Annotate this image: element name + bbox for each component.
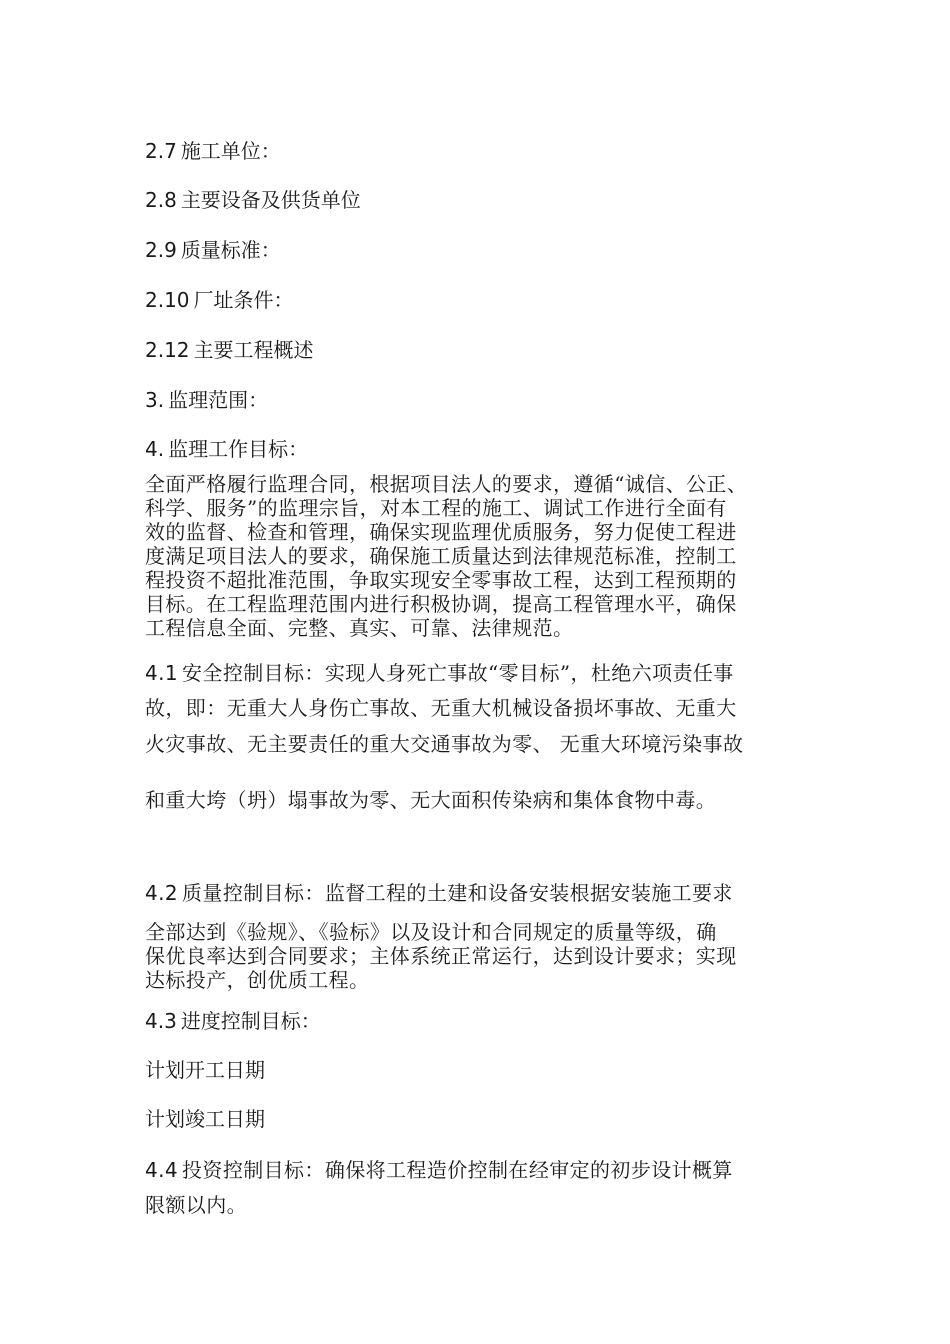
paragraph-line: 目标。在工程监理范围内进行积极协调，提高工程管理水平，确保 [145,592,737,616]
section-number: 2.7 [145,139,177,163]
paragraph-line: 度满足项目法人的要求，确保施工质量达到法律规范标准，控制工 [145,544,737,568]
section-heading: 施工单位： [180,139,281,163]
plan-end-date-label: 计划竣工日期 [145,1107,265,1131]
plan-start-date-label: 计划开工日期 [145,1058,265,1082]
section-4 [145,436,308,462]
paragraph-line: 工程信息全面、完整、真实、可靠、法律规范。 [145,616,574,640]
paragraph-line: 科学、服务”的监理宗旨，对本工程的施工、调试工作进行全面有 [145,496,727,520]
section-line: 火灾事故、无主要责任的重大交通事故为零、 无重大环境污染事故 [145,732,744,756]
section-2-12 [145,337,314,363]
section-number: 2.12 [145,338,190,362]
section-2-10 [145,287,294,313]
section-heading: 主要设备及供货单位 [180,188,361,212]
section-line: 达标投产，创优质工程。 [145,968,370,992]
section-line: 保优良率达到合同要求；主体系统正常运行，达到设计要求；实现 [145,944,737,968]
section-heading: 监理范围： [168,388,269,412]
section-heading: 厂址条件： [193,288,294,312]
section-4-4 [145,1153,825,1223]
section-heading: 质量标准： [180,238,281,262]
paragraph-line: 效的监督、检查和管理，确保实现监理优质服务，努力促使工程进 [145,520,737,544]
section-3 [145,387,268,413]
section-line: 全部达到《验规》、《验标》以及设计和合同规定的质量等级，确 [145,920,717,944]
section-text: 安全控制目标：实现人身死亡事故“零目标”，杜绝六项责任事 [182,661,734,685]
section-2-8 [145,187,361,213]
section-heading: 监理工作目标： [168,437,309,461]
section-2-9 [145,237,281,263]
section-2-7 [145,138,281,164]
section-line: 限额以内。 [145,1193,247,1217]
section-text: 投资控制目标：确保将工程造价控制在经审定的初步设计概算 [182,1158,733,1182]
section-4-3 [145,1008,321,1034]
section-number: 2.9 [145,238,177,262]
section-line [145,1153,825,1187]
section-line [145,878,825,908]
section-4-1 [145,656,825,818]
section-heading: 进度控制目标： [180,1009,321,1033]
section-text: 质量控制目标：监督工程的土建和设备安装根据安装施工要求 [182,881,733,905]
section-number: 3. [145,388,165,412]
section-number: 2.8 [145,188,177,212]
section-line: 故，即：无重大人身伤亡事故、无重大机械设备损坏事故、无重大 [145,696,737,720]
goal-paragraph [145,472,825,640]
section-line: 和重大垮（坍）塌事故为零、无大面积传染病和集体食物中毒。 [145,788,717,812]
section-number: 4. [145,437,165,461]
paragraph-line: 全面严格履行监理合同，根据项目法人的要求，遵循“诚信、公正、 [145,472,748,496]
paragraph-line: 程投资不超批准范围，争取实现安全零事故工程，达到工程预期的 [145,568,737,592]
section-number: 2.10 [145,288,190,312]
section-number: 4.4 [145,1158,179,1182]
section-4-2 [145,878,825,992]
section-line [145,656,825,690]
section-number: 4.3 [145,1009,177,1033]
section-number: 4.1 [145,661,179,685]
section-heading: 主要工程概述 [193,338,314,362]
section-number: 4.2 [145,881,179,905]
